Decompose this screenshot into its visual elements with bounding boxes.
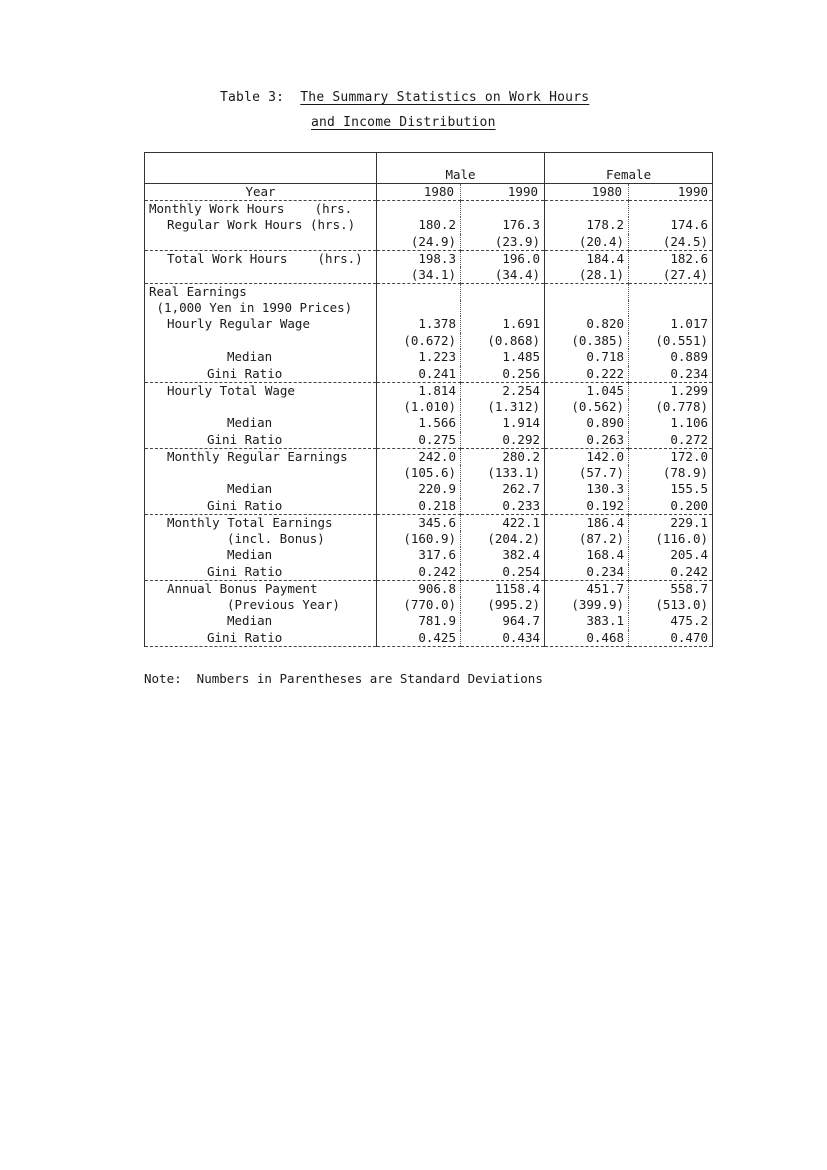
cell-value: 906.8	[377, 580, 461, 597]
cell-value: (0.562)	[545, 399, 629, 416]
cell-value: (995.2)	[461, 597, 545, 614]
table-row	[145, 432, 713, 449]
cell-value: 558.7	[629, 580, 713, 597]
cell-value: 1.106	[629, 415, 713, 432]
cell-value: 155.5	[629, 481, 713, 498]
cell-value: 198.3	[377, 250, 461, 267]
header-year-female-1990: 1990	[629, 184, 713, 201]
cell-value: 345.6	[377, 514, 461, 531]
header-male: Male	[377, 153, 545, 184]
table-row	[145, 597, 713, 614]
header-row-year	[145, 184, 713, 201]
table-row	[145, 481, 713, 498]
cell-value: (27.4)	[629, 267, 713, 284]
row-label: Gini Ratio	[145, 432, 377, 449]
row-label: Median	[145, 547, 377, 564]
cell-value	[377, 283, 461, 300]
cell-value: (105.6)	[377, 465, 461, 482]
cell-value: 0.242	[629, 564, 713, 581]
cell-value: 0.468	[545, 630, 629, 647]
table-row	[145, 580, 713, 597]
table-body	[145, 201, 713, 647]
cell-value: 176.3	[461, 217, 545, 234]
cell-value: 0.889	[629, 349, 713, 366]
table-row	[145, 201, 713, 218]
cell-value: (34.4)	[461, 267, 545, 284]
header-female: Female	[545, 153, 713, 184]
table-title-line-2: and Income Distribution	[311, 115, 496, 130]
cell-value: 964.7	[461, 613, 545, 630]
cell-value	[461, 201, 545, 218]
header-year-male-1980: 1980	[377, 184, 461, 201]
cell-value: 0.234	[545, 564, 629, 581]
cell-value	[377, 300, 461, 317]
table-row	[145, 465, 713, 482]
cell-value: (0.672)	[377, 333, 461, 350]
cell-value: 0.222	[545, 366, 629, 383]
cell-value: 0.218	[377, 498, 461, 515]
cell-value: (0.551)	[629, 333, 713, 350]
cell-value: (513.0)	[629, 597, 713, 614]
row-label: Gini Ratio	[145, 630, 377, 647]
table-row	[145, 316, 713, 333]
cell-value	[629, 283, 713, 300]
row-label: Annual Bonus Payment	[145, 580, 377, 597]
cell-value: 0.718	[545, 349, 629, 366]
cell-value: 1.378	[377, 316, 461, 333]
cell-value: 229.1	[629, 514, 713, 531]
cell-value: 262.7	[461, 481, 545, 498]
table-title: The Summary Statistics on Work Hours	[300, 90, 590, 105]
cell-value: 0.434	[461, 630, 545, 647]
row-label: Hourly Total Wage	[145, 382, 377, 399]
cell-value: (116.0)	[629, 531, 713, 548]
table-note: Note: Numbers in Parentheses are Standard Deviations	[144, 671, 543, 686]
table-row	[145, 234, 713, 251]
cell-value: 422.1	[461, 514, 545, 531]
table-row	[145, 498, 713, 515]
row-label	[145, 333, 377, 350]
cell-value: (0.385)	[545, 333, 629, 350]
table-row	[145, 217, 713, 234]
cell-value: (1.010)	[377, 399, 461, 416]
table-row	[145, 250, 713, 267]
cell-value: 172.0	[629, 448, 713, 465]
cell-value: 0.272	[629, 432, 713, 449]
cell-value: (160.9)	[377, 531, 461, 548]
cell-value: 317.6	[377, 547, 461, 564]
cell-value: 174.6	[629, 217, 713, 234]
table-row	[145, 366, 713, 383]
cell-value: 382.4	[461, 547, 545, 564]
table-row	[145, 564, 713, 581]
cell-value: 781.9	[377, 613, 461, 630]
cell-value: (20.4)	[545, 234, 629, 251]
row-label: Monthly Total Earnings	[145, 514, 377, 531]
cell-value: (24.5)	[629, 234, 713, 251]
cell-value	[377, 201, 461, 218]
cell-value: 220.9	[377, 481, 461, 498]
summary-statistics-table	[144, 152, 713, 647]
cell-value: 0.233	[461, 498, 545, 515]
cell-value: (0.868)	[461, 333, 545, 350]
table-row	[145, 300, 713, 317]
table-row	[145, 333, 713, 350]
cell-value: 0.263	[545, 432, 629, 449]
table-row	[145, 415, 713, 432]
row-label: Median	[145, 613, 377, 630]
cell-value: (23.9)	[461, 234, 545, 251]
cell-value: 180.2	[377, 217, 461, 234]
table-row	[145, 630, 713, 647]
cell-value	[461, 300, 545, 317]
cell-value	[461, 283, 545, 300]
cell-value: (24.9)	[377, 234, 461, 251]
cell-value: 383.1	[545, 613, 629, 630]
cell-value: 0.425	[377, 630, 461, 647]
cell-value: 1.017	[629, 316, 713, 333]
cell-value: 451.7	[545, 580, 629, 597]
table-row	[145, 399, 713, 416]
row-label: Regular Work Hours (hrs.)	[145, 217, 377, 234]
cell-value	[545, 201, 629, 218]
row-label: Monthly Regular Earnings	[145, 448, 377, 465]
cell-value: 0.234	[629, 366, 713, 383]
row-label: Gini Ratio	[145, 564, 377, 581]
cell-value: 205.4	[629, 547, 713, 564]
cell-value: 130.3	[545, 481, 629, 498]
table-title-line-1	[220, 90, 589, 105]
cell-value: (87.2)	[545, 531, 629, 548]
cell-value: 1.485	[461, 349, 545, 366]
cell-value: 178.2	[545, 217, 629, 234]
row-label	[145, 399, 377, 416]
cell-value: 1.299	[629, 382, 713, 399]
row-label: Median	[145, 481, 377, 498]
table-row	[145, 382, 713, 399]
table-row	[145, 547, 713, 564]
table-row	[145, 514, 713, 531]
header-year-female-1980: 1980	[545, 184, 629, 201]
cell-value: 1.691	[461, 316, 545, 333]
row-label	[145, 465, 377, 482]
row-label: Monthly Work Hours (hrs.	[145, 201, 377, 218]
cell-value	[629, 201, 713, 218]
cell-value: 280.2	[461, 448, 545, 465]
cell-value: 0.242	[377, 564, 461, 581]
row-label: Gini Ratio	[145, 498, 377, 515]
cell-value: 0.200	[629, 498, 713, 515]
cell-value: 0.890	[545, 415, 629, 432]
cell-value: (133.1)	[461, 465, 545, 482]
cell-value: 168.4	[545, 547, 629, 564]
cell-value: 184.4	[545, 250, 629, 267]
row-label: (1,000 Yen in 1990 Prices)	[145, 300, 377, 317]
row-label: (Previous Year)	[145, 597, 377, 614]
cell-value	[545, 300, 629, 317]
table-row	[145, 283, 713, 300]
cell-value: 1.814	[377, 382, 461, 399]
row-label: Median	[145, 349, 377, 366]
table-row	[145, 267, 713, 284]
table-row	[145, 448, 713, 465]
cell-value: 1.045	[545, 382, 629, 399]
cell-value: 0.275	[377, 432, 461, 449]
cell-value: (0.778)	[629, 399, 713, 416]
cell-value: 142.0	[545, 448, 629, 465]
header-year-label: Year	[145, 184, 377, 201]
header-row-sex	[145, 153, 713, 184]
row-label: (incl. Bonus)	[145, 531, 377, 548]
cell-value: (770.0)	[377, 597, 461, 614]
cell-value: 0.254	[461, 564, 545, 581]
cell-value: (28.1)	[545, 267, 629, 284]
cell-value: 182.6	[629, 250, 713, 267]
cell-value: 0.241	[377, 366, 461, 383]
cell-value: 0.192	[545, 498, 629, 515]
cell-value: 0.256	[461, 366, 545, 383]
cell-value: 186.4	[545, 514, 629, 531]
row-label: Median	[145, 415, 377, 432]
row-label: Hourly Regular Wage	[145, 316, 377, 333]
cell-value: (78.9)	[629, 465, 713, 482]
cell-value: 0.292	[461, 432, 545, 449]
header-blank	[145, 153, 377, 184]
header-year-male-1990: 1990	[461, 184, 545, 201]
table-number: Table 3:	[220, 90, 285, 105]
row-label: Real Earnings	[145, 283, 377, 300]
cell-value: 1.914	[461, 415, 545, 432]
cell-value: 196.0	[461, 250, 545, 267]
table-row	[145, 613, 713, 630]
cell-value: (1.312)	[461, 399, 545, 416]
cell-value: 1158.4	[461, 580, 545, 597]
row-label	[145, 234, 377, 251]
cell-value	[545, 283, 629, 300]
table-row	[145, 349, 713, 366]
row-label: Total Work Hours (hrs.)	[145, 250, 377, 267]
cell-value: (399.9)	[545, 597, 629, 614]
cell-value: (57.7)	[545, 465, 629, 482]
cell-value: 0.470	[629, 630, 713, 647]
row-label	[145, 267, 377, 284]
cell-value: 0.820	[545, 316, 629, 333]
cell-value: 242.0	[377, 448, 461, 465]
table-row	[145, 531, 713, 548]
cell-value: 475.2	[629, 613, 713, 630]
cell-value: 1.223	[377, 349, 461, 366]
cell-value	[629, 300, 713, 317]
cell-value: 1.566	[377, 415, 461, 432]
row-label: Gini Ratio	[145, 366, 377, 383]
cell-value: (34.1)	[377, 267, 461, 284]
cell-value: 2.254	[461, 382, 545, 399]
cell-value: (204.2)	[461, 531, 545, 548]
